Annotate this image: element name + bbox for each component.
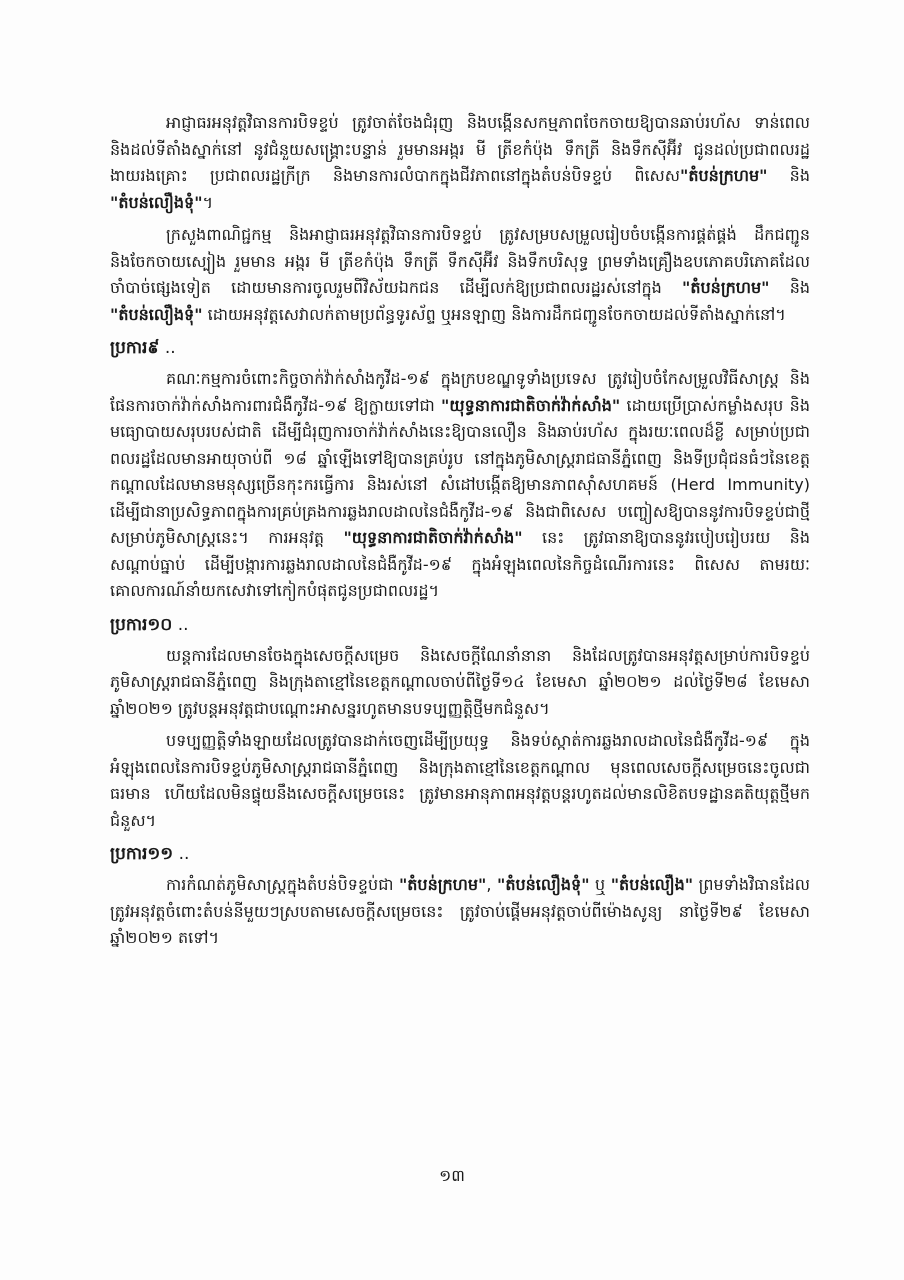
zone-dark-yellow-label: "តំបន់លឿងទុំ" [497,875,590,894]
heading-dots: .. [172,614,189,635]
article9-paragraph-vaccination [110,366,810,605]
vaccination-campaign-label: "យុទ្ធនាការជាតិចាក់វ៉ាក់សាំង" [343,528,523,547]
paragraph-text: ព្រមទាំងវិធានដែលត្រូវអនុវត្តចំពោះតំបន់នីមួយៗស្របតាមសេចក្ដីសម្រេចនេះ ត្រូវចាប់ផ្ដើមអនុវត្តចាប់ពីម៉ោងសូន្យ នាថ្ងៃទី២៩ ខែមេសា ឆ្នាំ២០២១ តទៅ។ [110,875,811,947]
vaccination-campaign-label: "យុទ្ធនាការជាតិចាក់វ៉ាក់សាំង" [441,395,621,415]
paragraph-text: គណៈកម្មការចំពោះកិច្ចចាក់វ៉ាក់សាំងកូវីដ-១៩ ក្នុងក្របខណ្ឌទូទាំងប្រទេស ត្រូវរៀបចំកែសម្រួលវិធីសាស្ត្រ និងផែនការចាក់វ៉ាក់សាំងការពារជំងឺកូវីដ-១៩ ឱ្យក្លាយទៅជា [110,369,810,415]
article8-paragraph-commerce [110,222,810,328]
zone-red-label: "តំបន់ក្រហម" [680,166,768,185]
heading-dots: .. [159,338,176,358]
document-body [110,110,810,952]
paragraph-text: ដោយប្រើប្រាស់កម្លាំងសរុប និងមធ្យោបាយសរុបរបស់ជាតិ ដើម្បីជំរុញការចាក់វ៉ាក់សាំងនេះឱ្យបានលឿន និងឆាប់រហ័ស ក្នុងរយៈពេលដ៏ខ្លី សម្រាប់ប្រជាពលរដ្ឋដែលមានអាយុចាប់ពី ១៨ ឆ្នាំឡើងទៅឱ្យបានគ្រប់រូប នៅក្នុងភូមិសាស្ត្ររាជធានីភ្នំពេញ និងទីប្រជុំជនធំៗនៃខេត្តកណ្ដាលដែលមានមនុស្សច្រើនកុះករធ្វើការ និងរស់នៅ សំដៅបង្កើតឱ្យមានភាពស៊ាំសហគមន៍ (Herd Immunity) ដើម្បីជានាប្រសិទ្ធភាពក្នុងការគ្រប់គ្រងការឆ្លងរាលដាលនៃជំងឺកូវីដ-១៩ និងជាពិសេស បញ្ចៀសឱ្យបាននូវការបិទខ្ទប់ជាថ្មីសម្រាប់ភូមិសាស្ត្រនេះ។ ការអនុវត្ត [110,395,810,547]
paragraph-text: ការកំណត់ភូមិសាស្ត្រក្នុងតំបន់បិទខ្ទប់ជា [166,875,399,894]
article10-paragraph-regulations: បទប្បញ្ញត្តិទាំងឡាយដែលត្រូវបានដាក់ចេញដើម្បីប្រយុទ្ធ និងទប់ស្កាត់ការឆ្លងរាលដាលនៃជំងឺកូវីដ-១៩ ក្នុងអំឡុងពេលនៃការបិទខ្ទប់ភូមិសាស្ត្ររាជធានីភ្នំពេញ និងក្រុងតាខ្មៅនៃខេត្តកណ្ដាល មុនពេលសេចក្ដីសម្រេចនេះចូលជាធរមាន ហើយដែលមិនផ្ទុយនឹងសេចក្ដីសម្រេចនេះ ត្រូវមានអានុភាពអនុវត្តបន្តរហូតដល់មានលិខិតបទដ្ឋានគតិយុត្តថ្មីមកជំនួស។ [110,731,810,830]
article8-paragraph-relief [110,110,810,216]
article-title: ប្រការ១១ [110,844,174,864]
article10-heading [110,611,810,639]
article-title: ប្រការ១០ [110,614,173,635]
conjunction: ឬ [589,875,611,894]
article10-paragraph-mechanisms: យន្តការដែលមានចែងក្នុងសេចក្ដីសម្រេច និងសេចក្ដីណែនាំនានា និងដែលត្រូវបានអនុវត្តសម្រាប់ការបិទខ្ទប់ភូមិសាស្ត្ររាជធានីភ្នំពេញ និងក្រុងតាខ្មៅនៃខេត្តកណ្ដាលចាប់ពីថ្ងៃទី១៤ ខែមេសា ឆ្នាំ២០២១ ដល់ថ្ងៃទី២៨ ខែមេសា ឆ្នាំ២០២១ ត្រូវបន្តអនុវត្តជាបណ្ដោះអាសន្នរហូតមានបទប្បញ្ញត្តិថ្មីមកជំនួស។ [110,645,810,718]
zone-dark-yellow-label: "តំបន់លឿងទុំ" [110,304,203,324]
separator: , [486,875,497,894]
page-number: ១៣ [439,1166,465,1185]
article11-paragraph-zones [110,872,810,952]
paragraph-text: អាជ្ញាធរអនុវត្តវិធានការបិទខ្ទប់ ត្រូវចាត់ចែងជំរុញ និងបង្កើនសកម្មភាពចែកចាយឱ្យបានឆាប់រហ័ស ទាន់ពេល និងដល់ទីតាំងស្នាក់នៅ នូវជំនួយសង្គ្រោះបន្ទាន់ រួមមានអង្ករ មី ត្រីខកំប៉ុង ទឹកត្រី និងទឹកស៊ីអ៊ីវ ជូនដល់ប្រជាពលរដ្ឋងាយរងគ្រោះ ប្រជាពលរដ្ឋក្រីក្រ និងមានការលំបាកក្នុងជីវភាពនៅក្នុងតំបន់បិទខ្ទប់ ពិសេស [110,113,810,185]
conjunction: និង [767,166,810,185]
zone-red-label: "តំបន់ក្រហម" [682,278,770,297]
article-title: ប្រការ៩ [110,338,160,358]
paragraph-end: ។ [202,192,214,212]
article9-heading [110,334,810,362]
conjunction: និង [769,278,811,297]
zone-yellow-label: "តំបន់លឿង" [610,875,694,894]
paragraph-text: ក្រសួងពាណិជ្ជកម្ម និងអាជ្ញាធរអនុវត្តវិធានការបិទខ្ទប់ ត្រូវសម្របសម្រួលរៀបចំបង្កើនការផ្គត់ផ្គង់ ដឹកជញ្ជូន និងចែកចាយស្បៀង រួមមាន អង្ករ មី ត្រីខកំប៉ុង ទឹកត្រី ទឹកស៊ីអ៊ីវ និងទឹកបរិសុទ្ធ ព្រមទាំងគ្រឿងឧបភោគបរិភោគដែលចាំបាច់ផ្សេងទៀត ដោយមានការចូលរួមពីវិស័យឯកជន ដើម្បីលក់ឱ្យប្រជាពលរដ្ឋរស់នៅក្នុង [110,225,810,297]
paragraph-end: ដោយអនុវត្តសេវាលក់តាមប្រព័ន្ធទូរស័ព្ទ ឬអនឡាញ និងការដឹកជញ្ជូនចែកចាយដល់ទីតាំងស្នាក់នៅ។ [202,304,786,324]
paragraph-text: នេះ ត្រូវធានាឱ្យបាននូវរបៀបរៀបរយ និងសណ្ដាប់ធ្នាប់ ដើម្បីបង្ការការឆ្លងរាលដាលនៃជំងឺកូវីដ-១៩ ក្នុងអំឡុងពេលនៃកិច្ចដំណើរការនេះ ពិសេស តាមរយៈគោលការណ៍នាំយកសេវាទៅកៀកបំផុតជូនប្រជាពលរដ្ឋ។ [110,528,810,600]
zone-dark-yellow-label: "តំបន់លឿងទុំ" [110,192,203,212]
article11-heading [110,840,810,868]
zone-red-label: "តំបន់ក្រហម" [398,875,487,894]
heading-dots: .. [173,844,190,864]
